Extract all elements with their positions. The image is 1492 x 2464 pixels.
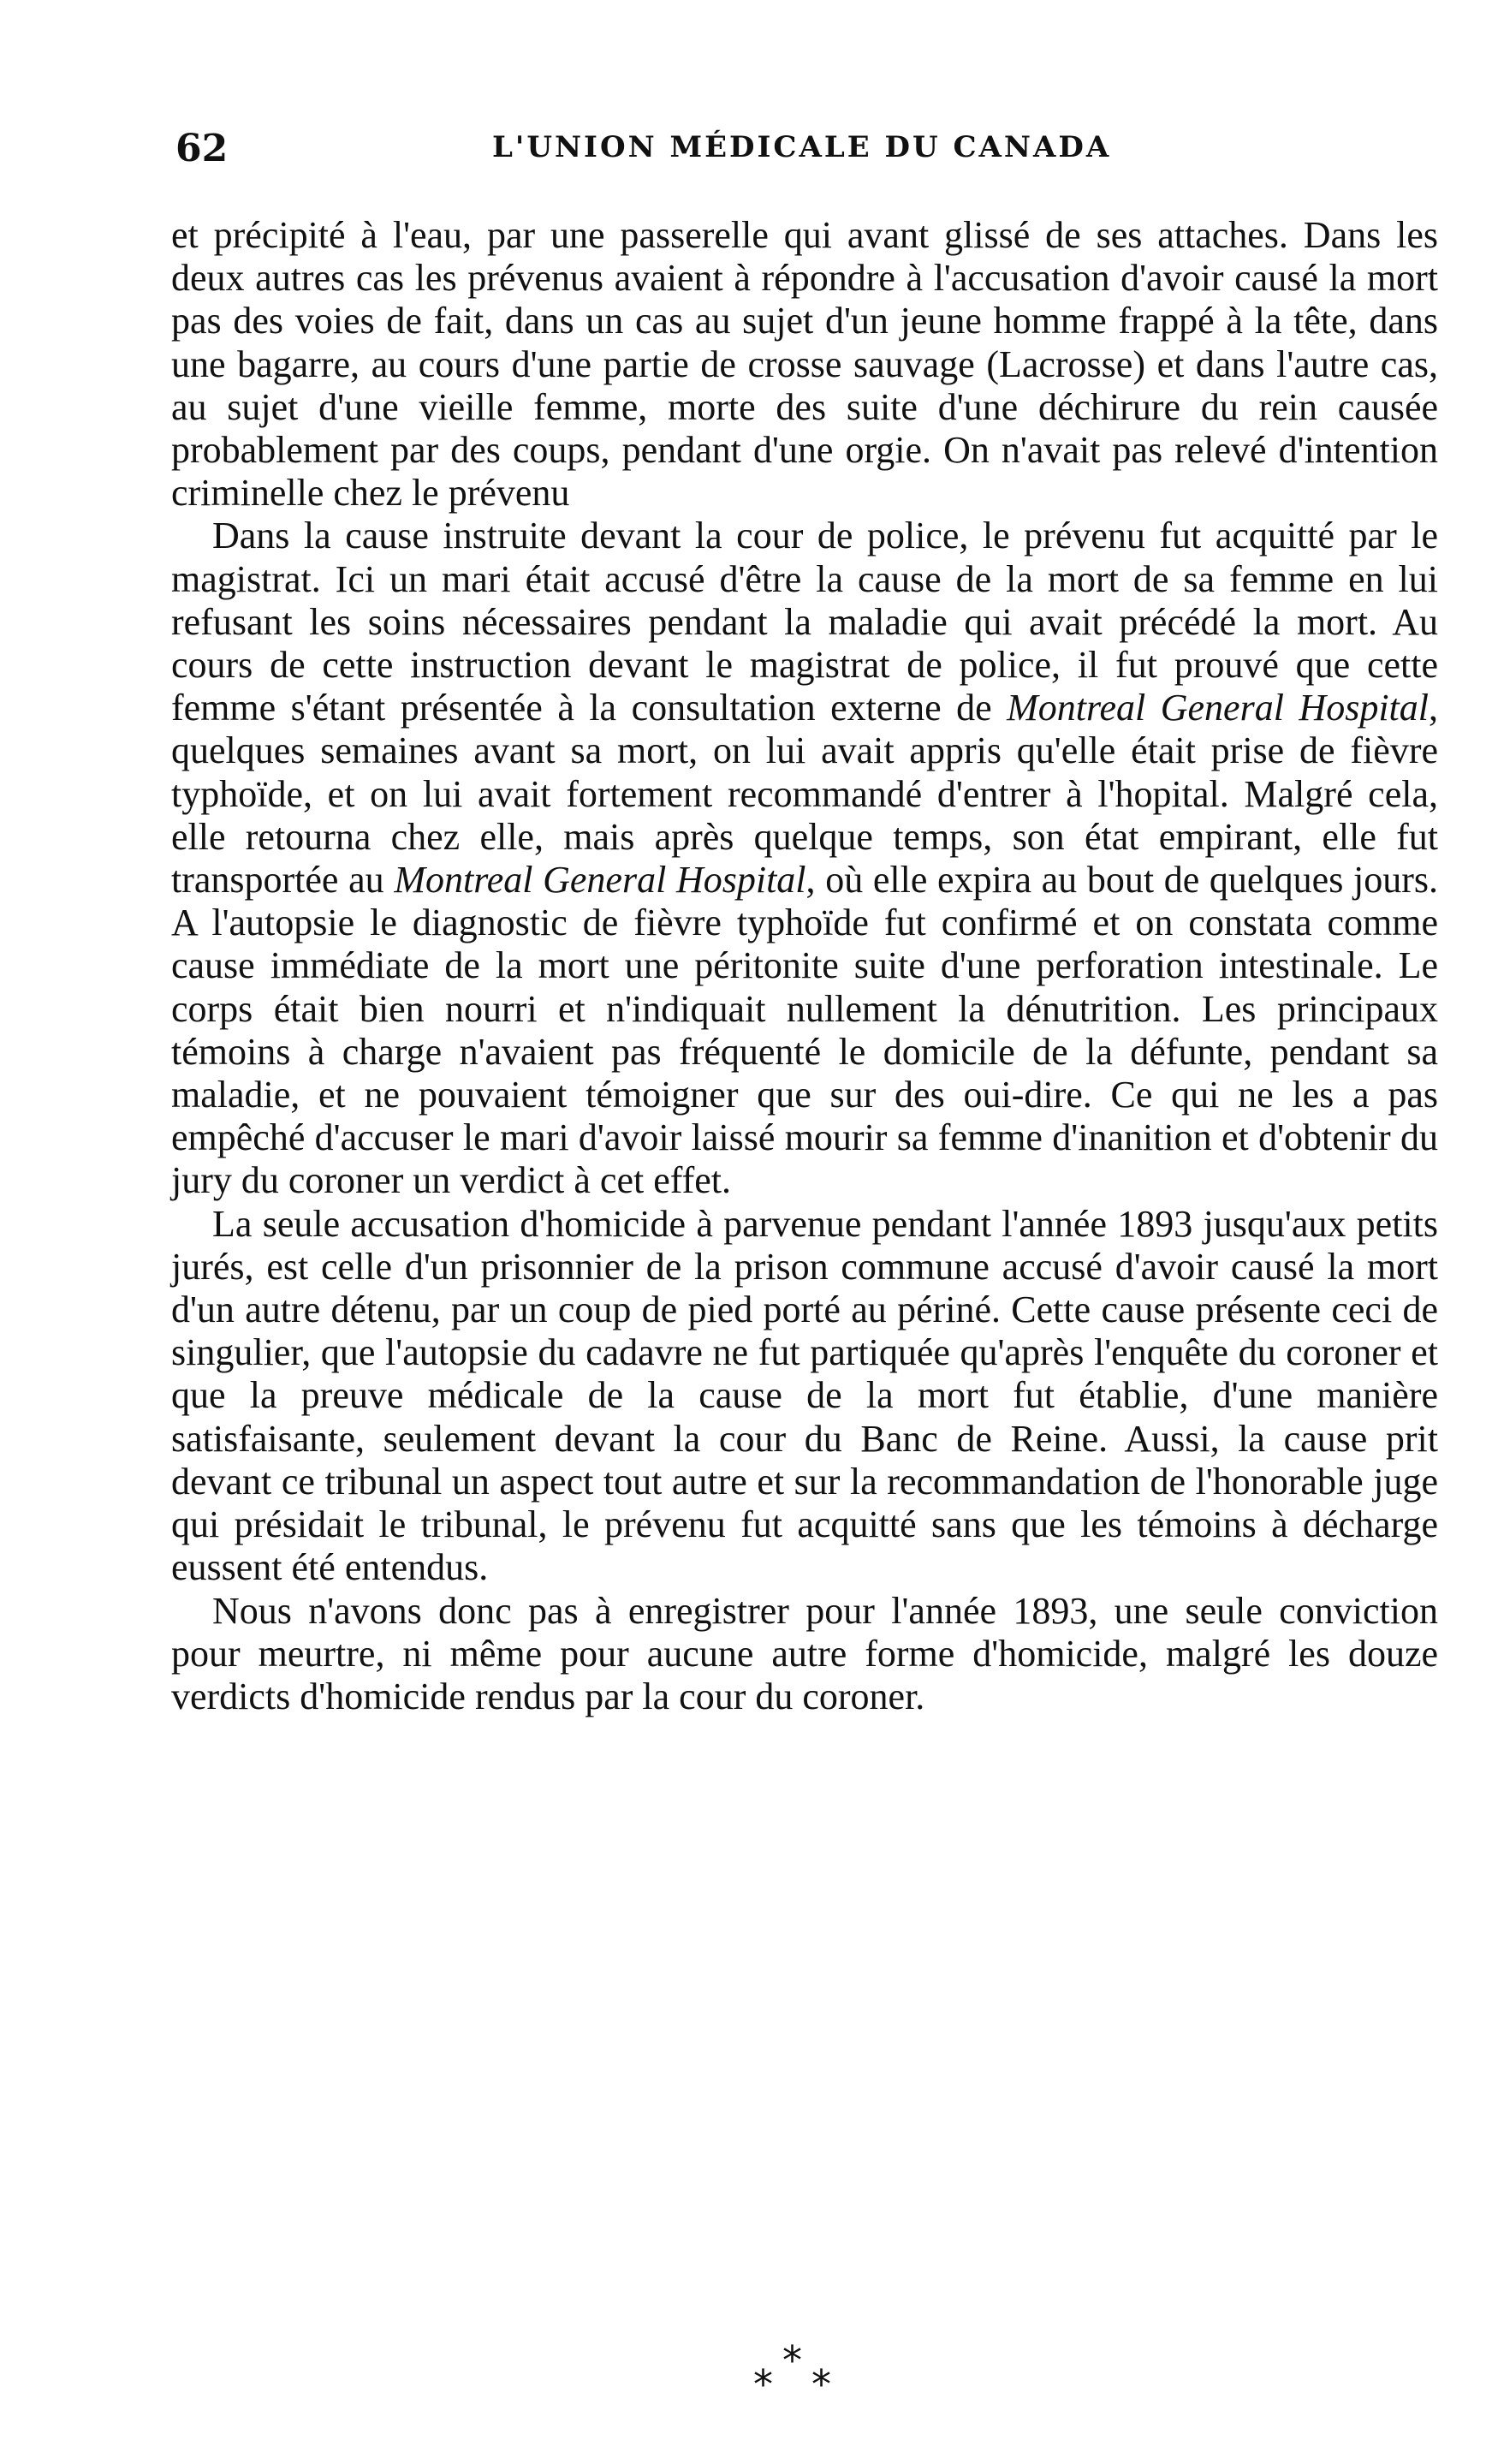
asterisk-left: * <box>753 2361 773 2407</box>
paragraph-4-text: Nous n'avons donc pas à enregistrer pour l'année 1893, une seule conviction pour meurtre, ni même pour aucune autre forme d'homicide, malgré les douze verdicts d'homicide rendus par la cour du coroner. <box>171 1589 1438 1717</box>
journal-title: L'UNION MÉDICALE DU CANADA <box>492 130 1112 164</box>
paragraph-3-text: La seule accusation d'homicide à parvenue pendant l'année 1893 jusqu'aux petits jurés, est celle d'un prisonnier de la prison commune accusé d'avoir causé la mort d'un autre détenu, par un coup de pied porté au périné. Cette cause présente ceci de singulier, que l'autopsie du cadavre ne fut partiquée qu'après l'enquête du coroner et que la preuve médicale de la cause de la mort fut établie, d'une manière satisfaisante, seulement devant la cour du Banc de Reine. Aussi, la cause prit devant ce tribunal un aspect tout autre et sur la recommandation de l'honorable juge qui présidait le tribunal, le prévenu fut acquitté sans que les témoins à décharge eussent été entendus. <box>171 1202 1438 1589</box>
paragraph-2-text-b: , quelques semaines avant sa mort, on lui avait appris qu'elle était prise de fièvre typhoïde, et on lui avait fortement recommandé d'entrer à l'hopital. Malgré cela, elle retourna chez elle, mais après quelque temps, son état empirant, elle fut transportée au <box>171 687 1438 902</box>
page-number: 62 <box>175 127 229 170</box>
paragraph-1 <box>171 214 1438 515</box>
paragraph-4 <box>171 1590 1438 1719</box>
hospital-name-italic: Montreal General Hospital <box>1007 687 1429 729</box>
hospital-name-italic: Montreal General Hospital <box>394 859 806 902</box>
asterisk-right: * <box>811 2361 831 2407</box>
paragraph-2-text-c: , où elle expira au bout de quelques jours. A l'autopsie le diagnostic de fièvre typhoïde fut confirmé et on constata comme cause immédiate de la mort une péritonite suite d'une perforation intestinale. Le corps était bien nourri et n'indiquait nullement la dénutrition. Les principaux témoins à charge n'avaient pas fréquenté le domicile de la défunte, pendant sa maladie, et ne pouvaient témoigner que sur des oui-dire. Ce qui ne les a pas empêché d'accuser le mari d'avoir laissé mourir sa femme d'inanition et d'obtenir du jury du coroner un verdict à cet effet. <box>171 859 1439 1202</box>
asterisk-top: * <box>782 2337 802 2384</box>
paragraph-2-text-a: Dans la cause instruite devant la cour de police, le prévenu fut acquitté par le magistrat. Ici un mari était accusé d'être la cause de la mort de sa femme en lui refusant les soins nécessaires pendant la maladie qui avait précédé la mort. Au cours de cette instruction devant le magistrat de police, il fut prouvé que cette femme s'étant présentée à la consultation externe de <box>171 515 1438 729</box>
paragraph-3 <box>171 1203 1438 1590</box>
paragraph-2 <box>171 515 1438 1202</box>
running-head <box>175 127 1442 178</box>
paragraph-1-text: et précipité à l'eau, par une passerelle qui avant glissé de ses attaches. Dans les deux autres cas les prévenus avaient à répondre à l'accusation d'avoir causé la mort pas des voies de fait, dans un cas au sujet d'un jeune homme frappé à la tête, dans une bagarre, au cours d'une partie de crosse sauvage (Lacrosse) et dans l'autre cas, au sujet d'une vieille femme, morte des suite d'une déchirure du rein causée probablement par des coups, pendant d'une orgie. On n'avait pas relevé d'intention criminelle chez le prévenu <box>171 214 1438 515</box>
article-body <box>171 214 1438 1718</box>
section-break-asterism <box>753 2337 847 2406</box>
